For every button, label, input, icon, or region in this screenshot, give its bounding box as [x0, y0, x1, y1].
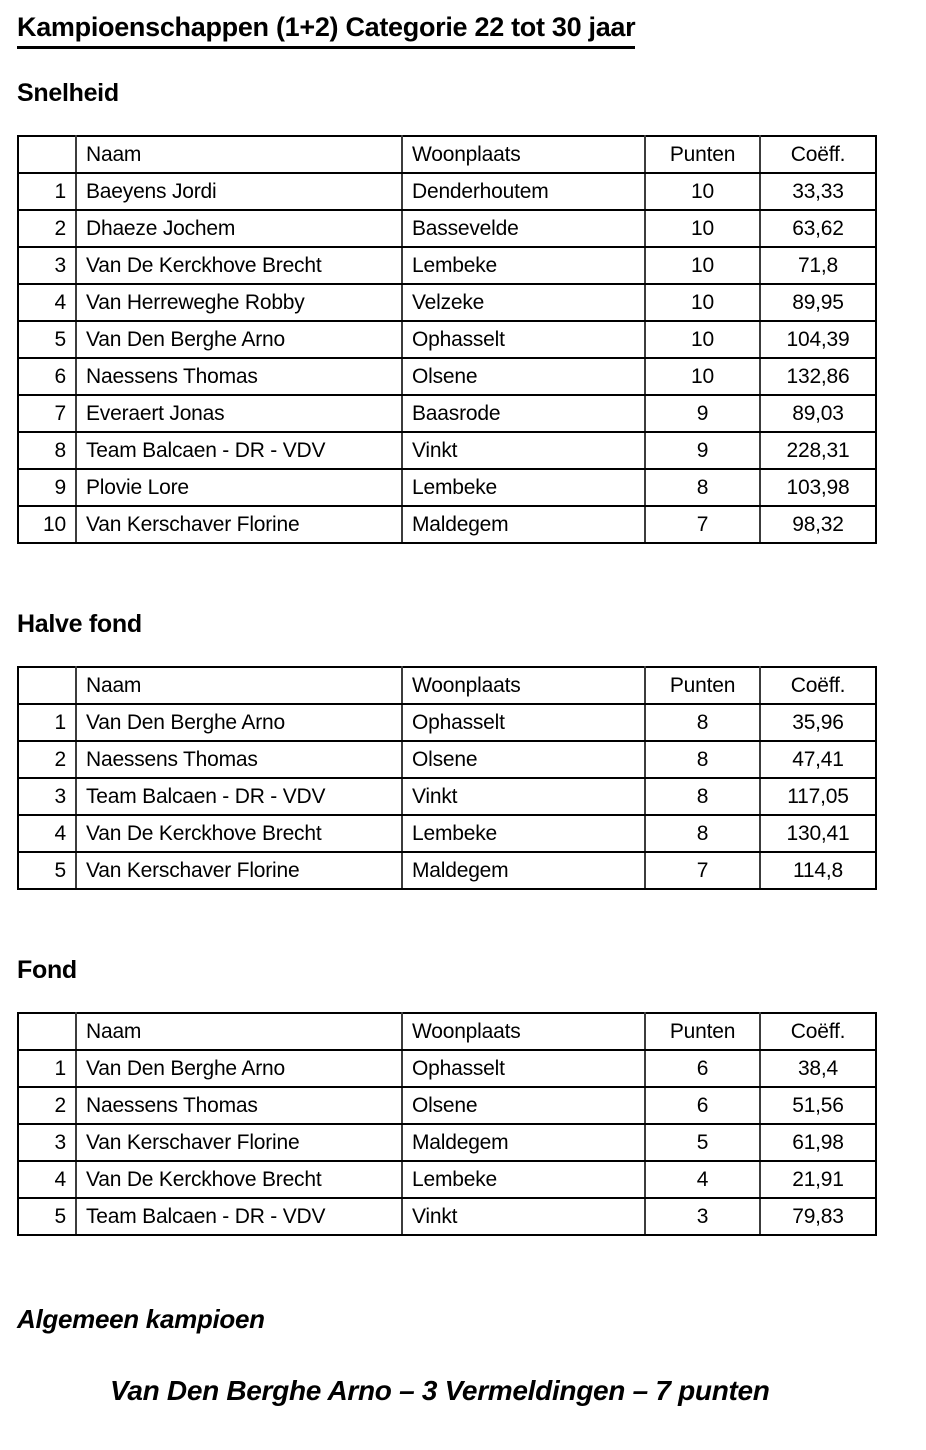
- points-cell: 10: [645, 247, 760, 284]
- points-cell: 10: [645, 173, 760, 210]
- coeff-cell: 71,8: [760, 247, 876, 284]
- table-row: [18, 778, 876, 815]
- coeff-column-header: Coëff.: [760, 1013, 876, 1050]
- coeff-cell: 21,91: [760, 1161, 876, 1198]
- table-row: [18, 852, 876, 889]
- name-cell: Van Den Berghe Arno: [76, 1050, 402, 1087]
- coeff-column-header: Coëff.: [760, 136, 876, 173]
- name-cell: Van Herreweghe Robby: [76, 284, 402, 321]
- place-cell: Maldegem: [402, 506, 645, 543]
- table-row: [18, 358, 876, 395]
- rank-cell: 2: [18, 1087, 76, 1124]
- naam-column-header: Naam: [76, 667, 402, 704]
- section-heading-fond: Fond: [17, 956, 77, 984]
- name-cell: Team Balcaen - DR - VDV: [76, 1198, 402, 1235]
- coeff-cell: 63,62: [760, 210, 876, 247]
- rank-cell: 5: [18, 852, 76, 889]
- section-heading-snelheid: Snelheid: [17, 79, 119, 107]
- coeff-cell: 228,31: [760, 432, 876, 469]
- rank-cell: 7: [18, 395, 76, 432]
- place-cell: Olsene: [402, 741, 645, 778]
- table-row: [18, 284, 876, 321]
- place-cell: Olsene: [402, 358, 645, 395]
- coeff-cell: 130,41: [760, 815, 876, 852]
- name-cell: Team Balcaen - DR - VDV: [76, 432, 402, 469]
- points-cell: 8: [645, 815, 760, 852]
- place-cell: Ophasselt: [402, 704, 645, 741]
- rank-cell: 9: [18, 469, 76, 506]
- table-row: [18, 469, 876, 506]
- punten-column-header: Punten: [645, 1013, 760, 1050]
- name-cell: Van Den Berghe Arno: [76, 704, 402, 741]
- place-cell: Lembeke: [402, 247, 645, 284]
- place-cell: Vinkt: [402, 1198, 645, 1235]
- place-cell: Maldegem: [402, 1124, 645, 1161]
- place-cell: Maldegem: [402, 852, 645, 889]
- coeff-column-header: Coëff.: [760, 667, 876, 704]
- table-row: [18, 395, 876, 432]
- place-cell: Ophasselt: [402, 1050, 645, 1087]
- table-row: [18, 741, 876, 778]
- points-cell: 10: [645, 210, 760, 247]
- rank-cell: 1: [18, 1050, 76, 1087]
- coeff-cell: 79,83: [760, 1198, 876, 1235]
- naam-column-header: Naam: [76, 1013, 402, 1050]
- points-cell: 8: [645, 778, 760, 815]
- coeff-cell: 61,98: [760, 1124, 876, 1161]
- points-cell: 8: [645, 741, 760, 778]
- table-header-row: [18, 1013, 876, 1050]
- points-cell: 9: [645, 395, 760, 432]
- punten-column-header: Punten: [645, 136, 760, 173]
- section-heading-halve-fond: Halve fond: [17, 610, 142, 638]
- naam-column-header: Naam: [76, 136, 402, 173]
- punten-column-header: Punten: [645, 667, 760, 704]
- table-row: [18, 506, 876, 543]
- table-header-row: [18, 136, 876, 173]
- rank-cell: 3: [18, 247, 76, 284]
- coeff-cell: 117,05: [760, 778, 876, 815]
- name-cell: Everaert Jonas: [76, 395, 402, 432]
- name-cell: Van Kerschaver Florine: [76, 1124, 402, 1161]
- coeff-cell: 33,33: [760, 173, 876, 210]
- rank-column-header: [18, 667, 76, 704]
- place-cell: Bassevelde: [402, 210, 645, 247]
- rank-cell: 6: [18, 358, 76, 395]
- coeff-cell: 89,95: [760, 284, 876, 321]
- halve-fond-table: [17, 666, 877, 890]
- name-cell: Dhaeze Jochem: [76, 210, 402, 247]
- coeff-cell: 47,41: [760, 741, 876, 778]
- rank-cell: 8: [18, 432, 76, 469]
- points-cell: 7: [645, 506, 760, 543]
- name-cell: Baeyens Jordi: [76, 173, 402, 210]
- points-cell: 8: [645, 704, 760, 741]
- place-cell: Olsene: [402, 1087, 645, 1124]
- rank-cell: 4: [18, 284, 76, 321]
- name-cell: Naessens Thomas: [76, 741, 402, 778]
- woonplaats-column-header: Woonplaats: [402, 136, 645, 173]
- coeff-cell: 132,86: [760, 358, 876, 395]
- points-cell: 3: [645, 1198, 760, 1235]
- table-header-row: [18, 667, 876, 704]
- woonplaats-column-header: Woonplaats: [402, 1013, 645, 1050]
- place-cell: Lembeke: [402, 1161, 645, 1198]
- points-cell: 5: [645, 1124, 760, 1161]
- place-cell: Vinkt: [402, 432, 645, 469]
- overall-champion-heading: Algemeen kampioen: [17, 1304, 265, 1334]
- table-row: [18, 704, 876, 741]
- rank-column-header: [18, 136, 76, 173]
- rank-column-header: [18, 1013, 76, 1050]
- rank-cell: 10: [18, 506, 76, 543]
- place-cell: Vinkt: [402, 778, 645, 815]
- name-cell: Van De Kerckhove Brecht: [76, 247, 402, 284]
- table-row: [18, 815, 876, 852]
- name-cell: Van Kerschaver Florine: [76, 506, 402, 543]
- points-cell: 6: [645, 1087, 760, 1124]
- name-cell: Naessens Thomas: [76, 1087, 402, 1124]
- points-cell: 7: [645, 852, 760, 889]
- woonplaats-column-header: Woonplaats: [402, 667, 645, 704]
- rank-cell: 2: [18, 210, 76, 247]
- coeff-cell: 103,98: [760, 469, 876, 506]
- rank-cell: 1: [18, 173, 76, 210]
- points-cell: 8: [645, 469, 760, 506]
- table-row: [18, 321, 876, 358]
- name-cell: Team Balcaen - DR - VDV: [76, 778, 402, 815]
- points-cell: 9: [645, 432, 760, 469]
- name-cell: Van De Kerckhove Brecht: [76, 1161, 402, 1198]
- name-cell: Van De Kerckhove Brecht: [76, 815, 402, 852]
- rank-cell: 4: [18, 1161, 76, 1198]
- fond-table: [17, 1012, 877, 1236]
- place-cell: Denderhoutem: [402, 173, 645, 210]
- coeff-cell: 51,56: [760, 1087, 876, 1124]
- name-cell: Van Den Berghe Arno: [76, 321, 402, 358]
- table-row: [18, 1124, 876, 1161]
- place-cell: Velzeke: [402, 284, 645, 321]
- table-row: [18, 173, 876, 210]
- rank-cell: 3: [18, 778, 76, 815]
- place-cell: Lembeke: [402, 815, 645, 852]
- overall-champion-line: Van Den Berghe Arno – 3 Vermeldingen – 7 punten: [110, 1375, 770, 1406]
- table-row: [18, 247, 876, 284]
- table-row: [18, 1087, 876, 1124]
- rank-cell: 2: [18, 741, 76, 778]
- rank-cell: 3: [18, 1124, 76, 1161]
- table-row: [18, 1198, 876, 1235]
- points-cell: 6: [645, 1050, 760, 1087]
- points-cell: 10: [645, 321, 760, 358]
- table-row: [18, 432, 876, 469]
- name-cell: Van Kerschaver Florine: [76, 852, 402, 889]
- place-cell: Lembeke: [402, 469, 645, 506]
- rank-cell: 4: [18, 815, 76, 852]
- table-row: [18, 1050, 876, 1087]
- coeff-cell: 35,96: [760, 704, 876, 741]
- coeff-cell: 114,8: [760, 852, 876, 889]
- rank-cell: 5: [18, 321, 76, 358]
- points-cell: 10: [645, 358, 760, 395]
- name-cell: Naessens Thomas: [76, 358, 402, 395]
- snelheid-table: [17, 135, 877, 544]
- rank-cell: 1: [18, 704, 76, 741]
- table-row: [18, 210, 876, 247]
- place-cell: Baasrode: [402, 395, 645, 432]
- coeff-cell: 89,03: [760, 395, 876, 432]
- coeff-cell: 98,32: [760, 506, 876, 543]
- table-row: [18, 1161, 876, 1198]
- name-cell: Plovie Lore: [76, 469, 402, 506]
- page-title: Kampioenschappen (1+2) Categorie 22 tot 30 jaar: [17, 12, 635, 49]
- place-cell: Ophasselt: [402, 321, 645, 358]
- points-cell: 10: [645, 284, 760, 321]
- coeff-cell: 104,39: [760, 321, 876, 358]
- coeff-cell: 38,4: [760, 1050, 876, 1087]
- points-cell: 4: [645, 1161, 760, 1198]
- rank-cell: 5: [18, 1198, 76, 1235]
